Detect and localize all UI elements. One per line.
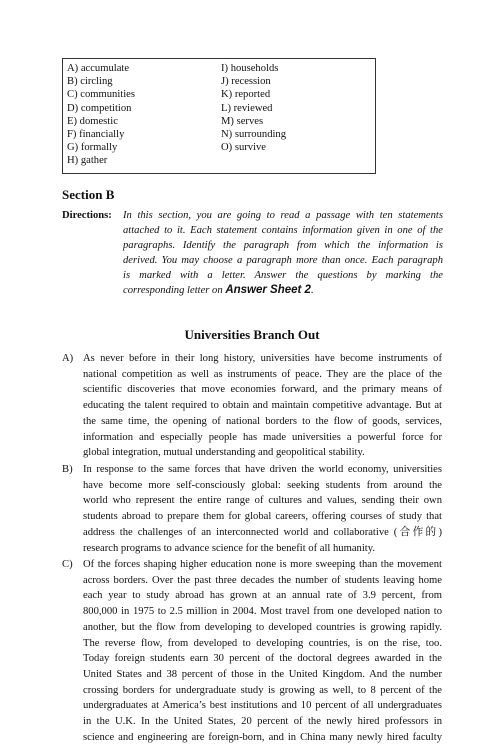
paragraph-line: information and especially people has made universities a powerful force for — [83, 431, 442, 443]
directions-line: paragraphs. Identify the paragraph from which the information is — [123, 240, 443, 251]
directions-line: attached to it. Each statement contains information given in one of the — [123, 225, 443, 236]
word-option: D) competition — [67, 102, 132, 114]
paragraph-line: undergraduates at America’s best institutions and 10 percent of all undergraduates — [83, 700, 442, 712]
paragraph-line: world who represent the entire range of cultures and values, sending their own — [83, 495, 442, 507]
paragraph-line: national competition as well as instruments of peace. They are the place of the — [83, 368, 442, 380]
word-option: L) reviewed — [221, 102, 273, 114]
paragraph-a — [62, 351, 442, 461]
paragraph-line: students abroad to prepare them for global careers, offering courses of study that — [83, 511, 442, 523]
paragraph-line: The reverse flow, from developed to developing countries, is on the rise, too. — [83, 637, 442, 649]
paragraph-line: research programs to advance science for the benefit of all humanity. — [83, 542, 375, 554]
paragraph-letter: B) — [62, 464, 73, 475]
word-option: E) domestic — [67, 115, 118, 127]
paragraph-body — [83, 462, 442, 556]
paragraph-line: global integration, mutual understanding and geopolitical stability. — [83, 447, 365, 459]
paragraph-letter: C) — [62, 559, 73, 570]
directions-label: Directions: — [62, 210, 112, 221]
paragraph-b — [62, 462, 442, 556]
word-option: K) reported — [221, 89, 271, 101]
paragraph-line: crossing borders for undergraduate study is growing as well, to 8 percent of the — [83, 684, 442, 696]
paragraph-line: across borders. Over the past three decades the number of students leaving home — [83, 574, 442, 586]
paragraph-letter: A) — [62, 353, 74, 364]
answer-sheet-label: Answer Sheet 2 — [225, 284, 311, 296]
paragraph-line: scientific discoveries that move economies forward, and the primary means of — [83, 384, 442, 396]
word-option: A) accumulate — [67, 63, 130, 74]
word-option: N) surrounding — [221, 129, 287, 141]
paragraph-line: another, but the flow from developing to developed countries is growing rapidly. — [83, 621, 442, 633]
paragraph-line: the same time, the opening of national borders to the flow of goods, services, — [83, 415, 442, 427]
article-title: Universities Branch Out — [184, 327, 320, 342]
paragraph-line: science and engineering are foreign-born, and in China many newly hired faculty — [83, 731, 442, 743]
word-bank-right-column — [221, 62, 286, 154]
word-option: I) households — [221, 63, 279, 74]
word-option: J) recession — [221, 76, 271, 88]
word-option: C) communities — [67, 89, 135, 101]
paragraph-body — [83, 557, 442, 745]
word-option: F) financially — [67, 129, 125, 141]
paragraph-line: have become more self-consciously global: seeking students from around the — [83, 479, 442, 491]
paragraph-line: United States and 38 percent of those in the United Kingdom. And the number — [83, 668, 442, 680]
section-title: Section B — [62, 187, 115, 202]
directions-line: derived. You may choose a paragraph more than once. Each paragraph — [123, 255, 443, 266]
paragraph-line: Of the forces shaping higher education none is more sweeping than the movement — [83, 559, 442, 570]
word-option: O) survive — [221, 142, 267, 154]
paragraph-line: As never before in their long history, universities have become instruments of — [83, 353, 442, 364]
directions-line — [123, 283, 443, 298]
paragraph-line: each year to study abroad has grown at an annual rate of 3.9 percent, from — [83, 590, 442, 602]
paragraph-line: 800,000 in 1975 to 2.5 million in 2004. Most travel from one developed nation to — [83, 606, 442, 618]
word-bank-left-column — [67, 62, 135, 168]
directions-period: . — [310, 285, 314, 296]
paragraph-body — [83, 351, 442, 461]
word-option: G) formally — [67, 142, 118, 154]
paragraph-line: educating the talent required to obtain and maintain competitive advantage. But at — [83, 400, 442, 412]
word-option: M) serves — [221, 115, 264, 127]
word-option: H) gather — [67, 155, 108, 167]
paragraph-line: in the U.K. In the United States, 20 percent of the newly hired professors in — [83, 716, 442, 728]
word-bank-box — [62, 58, 376, 174]
directions-line: In this section, you are going to read a passage with ten statements — [123, 210, 443, 221]
directions-text — [123, 208, 443, 298]
directions-line: is marked with a letter. Answer the questions by marking the — [123, 270, 443, 281]
paragraph-c — [62, 557, 442, 745]
directions-last-text: corresponding letter on — [123, 285, 223, 296]
paragraph-line: Today foreign students earn 30 percent of the doctoral degrees awarded in the — [83, 653, 442, 665]
word-option: B) circling — [67, 76, 113, 88]
paragraph-line: address the challenges of an interconnected world and collaborative (合作的) — [83, 526, 442, 538]
paragraph-line: In response to the same forces that have driven the world economy, universities — [83, 464, 442, 475]
